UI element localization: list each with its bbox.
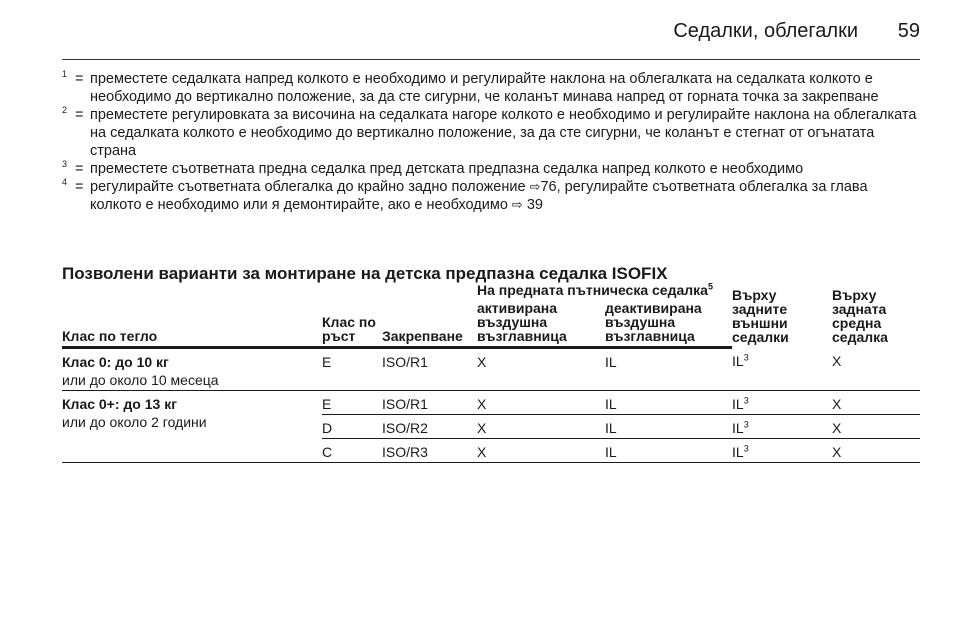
fixture-cell: ISO/R2 xyxy=(382,415,477,439)
size-class-cell: D xyxy=(322,415,382,439)
rear-middle-seat-header: Върху задната средна седалка xyxy=(832,286,888,345)
page-reference[interactable]: 39 xyxy=(526,197,543,213)
footnote-2 xyxy=(62,106,922,160)
section-title: Седалки, облегалки xyxy=(673,20,858,42)
footnote-equals: = xyxy=(75,179,84,195)
airbag-activated-header: активирана въздушна възглавница xyxy=(477,301,605,348)
table-row xyxy=(62,348,920,391)
page-reference[interactable]: 76 xyxy=(540,179,557,195)
footnote-equals: = xyxy=(75,71,84,87)
size-class-cell: E xyxy=(322,348,382,391)
footnote-text: преместете седалката напред колкото е необходимо и регулирайте наклона на облегалката на седалката колкото е необходимо до вертикално положение, за да сте сигурни, че коланът минава напред от горната точка за закрепване xyxy=(90,71,879,105)
rear-outer-cell: $IL^3$ xyxy=(732,439,832,463)
weight-class-cell: Клас 0: до 10 кг или до около 10 месеца xyxy=(62,348,322,391)
page-reference-arrow-icon: ⇨ xyxy=(529,179,541,194)
fixture-cell: ISO/R1 xyxy=(382,348,477,391)
footnote-equals: = xyxy=(75,161,84,177)
rear-middle-cell: X xyxy=(832,348,920,391)
airbag-activated-cell: X xyxy=(477,348,605,391)
footnote-marker: 2 xyxy=(62,105,68,115)
airbag-activated-cell: X xyxy=(477,415,605,439)
fixture-header: Закрепване xyxy=(382,301,477,348)
table-group-header-row xyxy=(62,283,920,301)
airbag-deactivated-cell: IL xyxy=(605,415,732,439)
airbag-deactivated-cell: IL xyxy=(605,391,732,415)
footnote-text: , регулирайте съответната облегалка за глава колкото е необходимо или я демонтирайте, ако е необходимо xyxy=(90,179,868,213)
page-number: 59 xyxy=(897,20,920,42)
size-class-cell: C xyxy=(322,439,382,463)
weight-class-header: Клас по тегло xyxy=(62,301,322,348)
rear-middle-cell: X xyxy=(832,439,920,463)
airbag-deactivated-cell: IL xyxy=(605,439,732,463)
table-row xyxy=(62,391,920,415)
footnote-equals: = xyxy=(75,107,84,123)
airbag-deactivated-header: деактивирана въздушна възглавница xyxy=(605,301,732,348)
rear-outer-cell: $IL^3$ xyxy=(732,391,832,415)
fixture-cell: ISO/R3 xyxy=(382,439,477,463)
airbag-activated-cell: X xyxy=(477,391,605,415)
section-heading: Позволени варианти за монтиране на детска предпазна седалка ISOFIX xyxy=(62,264,668,283)
rear-outer-cell: $IL^3$ xyxy=(732,415,832,439)
footnote-text: регулирайте съответната облегалка до крайно задно положение xyxy=(90,179,526,195)
page-reference-arrow-icon: ⇨ xyxy=(511,197,523,212)
header-divider xyxy=(62,59,920,60)
size-class-header: Клас по ръст xyxy=(322,301,382,348)
footnote-text: преместете регулировката за височина на седалката нагоре колкото е необходимо и регулирайте наклона на облегалката на седалката колкото е необходимо до вертикално положение, за да сте сигурни, че коланът е стегнат от огънатата страна xyxy=(90,107,917,159)
footnotes xyxy=(62,70,922,214)
size-class-cell: E xyxy=(322,391,382,415)
rear-outer-cell: $IL^3$ xyxy=(732,348,832,391)
rear-middle-cell: X xyxy=(832,415,920,439)
footnote-4 xyxy=(62,178,922,214)
footnote-text: преместете съответната предна седалка пред детската предпазна седалка напред колкото е необходимо xyxy=(90,161,804,177)
fixture-cell: ISO/R1 xyxy=(382,391,477,415)
footnote-marker: 3 xyxy=(62,159,68,169)
airbag-activated-cell: X xyxy=(477,439,605,463)
footnote-3 xyxy=(62,160,922,178)
footnote-1 xyxy=(62,70,922,106)
weight-class-cell: Клас 0+: до 13 кг или до около 2 години xyxy=(62,391,322,463)
footnote-ref: 5 xyxy=(707,281,713,292)
footnote-marker: 1 xyxy=(62,69,68,79)
rear-outer-seats-header: Върху задните външни седалки xyxy=(732,286,789,345)
airbag-deactivated-cell: IL xyxy=(605,348,732,391)
page-header xyxy=(62,18,920,48)
isofix-table xyxy=(62,283,920,463)
front-passenger-seat-header: На предната пътническа седалка$^5$ xyxy=(477,281,713,298)
rear-middle-cell: X xyxy=(832,391,920,415)
footnote-marker: 4 xyxy=(62,177,68,187)
